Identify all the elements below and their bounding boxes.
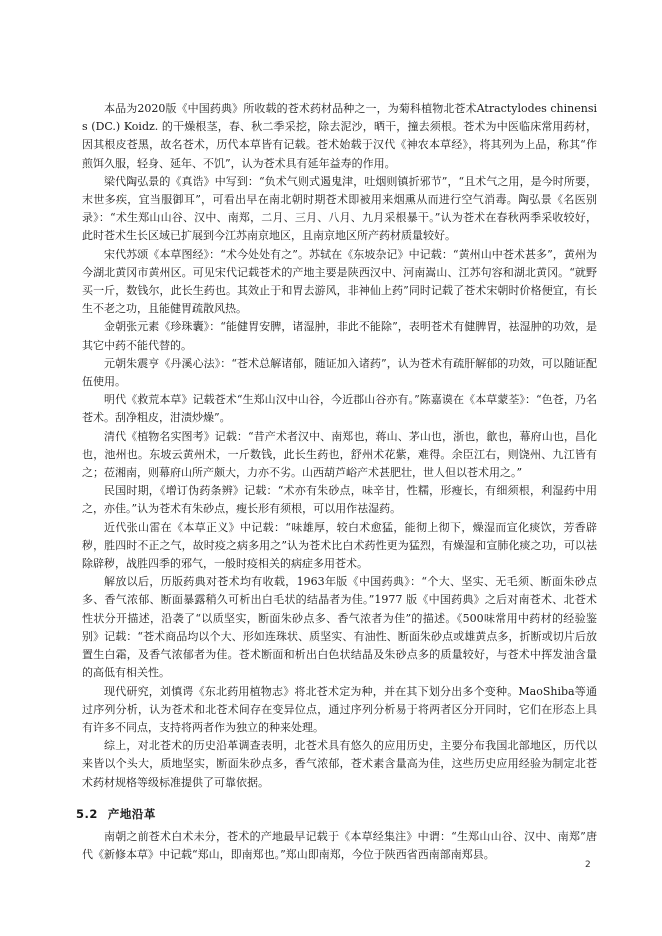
paragraph-origin-history: 南朝之前苍术白术未分，苍术的产地最早记载于《本草经集注》中谓：“生郑山山谷、汉中、南郑”唐代《新修本草》中记载“郑山，即南郑也。”郑山即南郑，今位于陕西省西南部南郑县。 xyxy=(82,829,597,861)
page-number: 2 xyxy=(585,860,591,870)
paragraph-ming-dynasty: 明代《救荒本草》记载苍术“生郑山汉中山谷，今近郡山谷亦有。”陈嘉谟在《本草蒙荃》：“色苍，乃名苍术。刮净粗皮，泔渍炒燥”。 xyxy=(82,393,597,425)
paragraph-liang-dynasty: 梁代陶弘景的《真诰》中写到：“负术气则式遏鬼津，吐烟则镇折邪节”，“且术气之用，是今时所要，末世多疾，宜当服御耳”，可看出早在南北朝时期苍术即被用来烟熏从而进行空气消毒。陶弘景《名医别录》：“术生郑山山谷、汉中、南郑，二月、三月、八月、九月采根暴干。”认为苍术在春秋两季采收较好，此时苍术生长区域已扩展到今江苏南京地区，且南京地区所产药材质量较好。 xyxy=(82,174,597,243)
section-title: 产地沿革 xyxy=(107,806,156,821)
section-heading xyxy=(76,806,597,822)
paragraph-song-dynasty: 宋代苏颂《本草图经》：“术今处处有之”。苏轼在《东坡杂记》中记载：“黄州山中苍术甚多”，黄州为今湖北黄冈市黄州区。可见宋代记载苍术的产地主要是陕西汉中、河南嵩山、江苏句容和湖北黄冈。“就野买一斤，数钱尔，此长生药也。其效止于和胃去游风，非神仙上药”同时记载了苍术宋朝时价格便宜，有长生不老之功，且能健胃疏散风热。 xyxy=(82,247,597,316)
section-number: 5.2 xyxy=(76,806,98,821)
paragraph-post-liberation: 解放以后，历版药典对苍术均有收载，1963年版《中国药典》：“个大、坚实、无毛须、断面朱砂点多、香气浓郁、断面暴露稍久可析出白毛状的结晶者为佳。”1977 版《中国药典》之后对南苍术、北苍术性状分开描述，沿袭了“以质坚实，断面朱砂点多、香气浓者为佳”的描述。《500味常用中药材的经验鉴别》记载：“苍术商品均以个大、形如连珠状、质坚实、有油性、断面朱砂点或雄黄点多，折断或切片后放置生白霜，及香气浓郁者为佳。苍术断面和析出白色状结晶及朱砂点多的质量较好，与苍术中挥发油含量的高低有相关性。 xyxy=(82,575,597,680)
document-body xyxy=(76,100,597,864)
paragraph-jin-dynasty: 金朝张元素《珍珠囊》：“能健胃安脾，诸湿肿，非此不能除”，表明苍术有健脾胃，祛湿肿的功效，是其它中药不能代替的。 xyxy=(82,320,597,352)
paragraph-qing-dynasty: 清代《植物名实图考》记载：“昔产术者汉中、南郑也，蒋山、茅山也，浙也，歙也，幕府山也，昌化也，池州也。东坡云黄州术，一斤数钱，此长生药也，舒州术花紫，难得。余臣江右，则饶州、九江皆有之；莅湘南，则幕府山所产颇大，力亦不劣。山西葫芦峪产术甚肥壮，世人但以苍术用之。” xyxy=(82,429,597,480)
paragraph-introduction: 本品为2020版《中国药典》所收载的苍术药材品种之一，为菊科植物北苍术Atractylodes chinensis (DC.) Koidz. 的干燥根茎，春、秋二季采挖，除去泥沙，晒干，撞去须根。苍术为中医临床常用药材，因其根皮苍黑，故名苍术，历代本草皆有记载。苍术始载于汉代《神农本草经》，将其列为上品，称其“作煎饵久服，轻身、延年、不饥”，认为苍术具有延年益寿的作用。 xyxy=(82,102,597,170)
paragraph-modern-zhang: 近代张山雷在《本草正义》中记载：“味雄厚，较白术愈猛，能彻上彻下，燥湿而宣化痰饮，芳香辟秽，胜四时不正之气，故时疫之病多用之”认为苍术比白术药性更为猛烈，有燥湿和宣肺化痰之功，可以祛除辟秽，战胜四季的邪气，一般时疫相关的病症多用苍术。 xyxy=(82,520,597,571)
paragraph-yuan-dynasty: 元朝朱震亨《丹溪心法》：“苍术总解诸郁，随证加入诸药”，认为苍术有疏肝解郁的功效，可以随证配伍使用。 xyxy=(82,356,597,389)
paragraph-republic-era: 民国时期，《增订伪药条辨》记载：“术亦有朱砂点，味辛甘，性糯，形瘦长，有细须根，利湿药中用之，亦佳。”认为苍术有朱砂点，瘦长形有须根，可以用作祛湿药。 xyxy=(82,484,597,516)
paragraph-summary: 综上，对北苍术的历史沿革调查表明，北苍术具有悠久的应用历史，主要分布我国北部地区，历代以来皆以个头大，质地坚实，断面朱砂点多，香气浓郁，苍术素含量高为佳，这些历史应用经验为制定北苍术药材规格等级标准提供了可靠依据。 xyxy=(82,739,597,789)
paragraph-modern-research: 现代研究，刘慎谔《东北药用植物志》将北苍术定为种，并在其下划分出多个变种。MaoShiba等通过序列分析，认为苍术和北苍术间存在变异位点，通过序列分析易于将两者区分开同时，它们在形态上具有许多不同点，支持将两者作为独立的种来处理。 xyxy=(82,684,597,734)
